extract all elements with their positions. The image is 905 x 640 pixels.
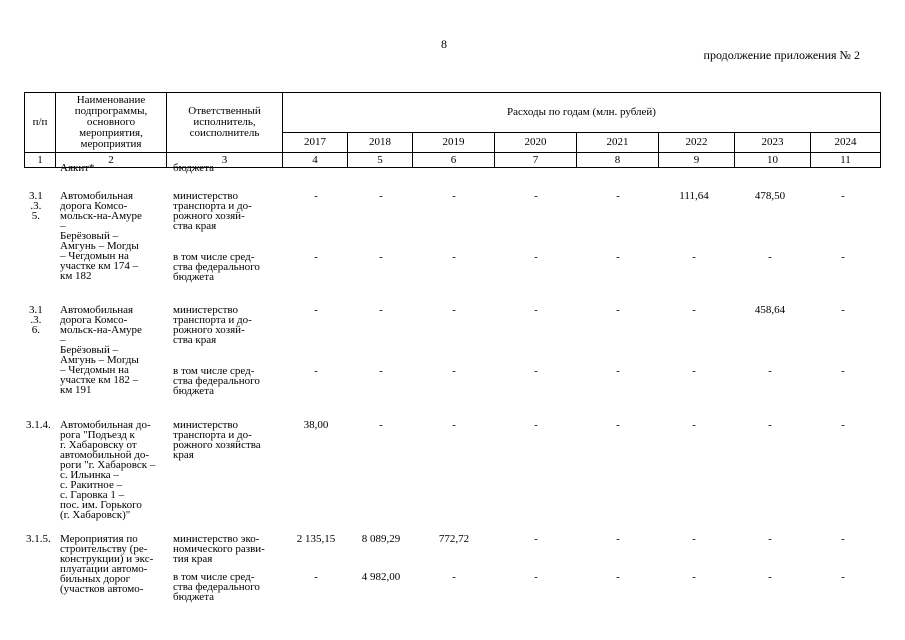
expense-value: - bbox=[841, 533, 845, 545]
header-year: 2021 bbox=[577, 132, 659, 152]
row-number: 3.1.5. bbox=[26, 533, 51, 545]
expense-value: - bbox=[534, 251, 538, 263]
expense-value: - bbox=[379, 251, 383, 263]
row-executor-federal: в том числе сред- ства федерального бюджета bbox=[173, 251, 260, 283]
expense-value: - bbox=[616, 190, 620, 202]
expense-value: - bbox=[692, 365, 696, 377]
expense-value: - bbox=[616, 251, 620, 263]
header-executor: Ответственный исполнитель, соисполнитель bbox=[167, 93, 283, 153]
expense-value: - bbox=[314, 190, 318, 202]
expense-value: - bbox=[841, 304, 845, 316]
header-name: Наименование подпрограммы, основного мероприятия, мероприятия bbox=[56, 93, 167, 153]
expense-value: - bbox=[534, 365, 538, 377]
expense-value: - bbox=[768, 419, 772, 431]
header-year: 2019 bbox=[413, 132, 495, 152]
header-num: п/п bbox=[25, 93, 56, 153]
header-expenses: Расходы по годам (млн. рублей) bbox=[283, 93, 881, 133]
col-index: 11 bbox=[811, 153, 881, 168]
expense-value: 111,64 bbox=[679, 190, 709, 202]
expense-value: - bbox=[616, 419, 620, 431]
header-year: 2024 bbox=[811, 132, 881, 152]
expense-value: - bbox=[534, 419, 538, 431]
expense-value: 38,00 bbox=[303, 419, 329, 431]
expense-value: - bbox=[616, 365, 620, 377]
col-index: 5 bbox=[348, 153, 413, 168]
expense-value: - bbox=[379, 365, 383, 377]
expense-value: - bbox=[768, 533, 772, 545]
expense-value: - bbox=[534, 304, 538, 316]
col-index: 8 bbox=[577, 153, 659, 168]
expense-value: - bbox=[314, 365, 318, 377]
expense-value: - bbox=[616, 304, 620, 316]
expense-value: - bbox=[841, 365, 845, 377]
expense-value: - bbox=[692, 533, 696, 545]
expense-value: 2 135,15 bbox=[296, 533, 336, 545]
expense-value: - bbox=[616, 571, 620, 583]
col-index: 10 bbox=[735, 153, 811, 168]
expense-value: - bbox=[692, 251, 696, 263]
expense-value: - bbox=[452, 251, 456, 263]
row-name: Мероприятия по строительству (ре- конструкции) и экс- плуатации автомо- бильных дорог (участков автомо- bbox=[60, 533, 154, 595]
row-executor: министерство эко- номического разви- тия края bbox=[173, 533, 265, 565]
header-year: 2017 bbox=[283, 132, 348, 152]
col-index: 3 bbox=[167, 153, 283, 168]
row-executor-federal: в том числе сред- ства федерального бюджета bbox=[173, 571, 260, 603]
row-number: 3.1 .3. 5. bbox=[29, 190, 43, 222]
header-year: 2020 bbox=[495, 132, 577, 152]
expense-value: - bbox=[534, 190, 538, 202]
row-name: Автомобильная дорога Комсо- мольск-на-Амуре – Берёзовый – Амгунь – Могды – Чегдомын на участке км 182 – км 191 bbox=[60, 304, 142, 396]
header-year: 2018 bbox=[348, 132, 413, 152]
expense-value: - bbox=[616, 533, 620, 545]
carry-name: Аякит* bbox=[60, 162, 95, 174]
carry-executor: бюджета bbox=[173, 162, 215, 174]
expense-value: - bbox=[692, 304, 696, 316]
expense-value: - bbox=[452, 365, 456, 377]
col-index: 1 bbox=[25, 153, 56, 168]
expense-value: 772,72 bbox=[438, 533, 470, 545]
row-number: 3.1.4. bbox=[26, 419, 51, 431]
expense-value: - bbox=[768, 365, 772, 377]
row-name: Автомобильная дорога Комсо- мольск-на-Амуре – Берёзовый – Амгунь – Могды – Чегдомын на участке км 174 – км 182 bbox=[60, 190, 142, 282]
expense-value: - bbox=[692, 419, 696, 431]
expense-value: - bbox=[379, 419, 383, 431]
expense-value: - bbox=[379, 190, 383, 202]
expense-value: - bbox=[768, 251, 772, 263]
expense-value: - bbox=[452, 571, 456, 583]
col-index: 2 bbox=[56, 153, 167, 168]
expense-value: - bbox=[841, 419, 845, 431]
expense-value: - bbox=[534, 571, 538, 583]
expense-value: - bbox=[692, 571, 696, 583]
expense-value: 458,64 bbox=[754, 304, 786, 316]
expense-value: - bbox=[314, 304, 318, 316]
expense-value: - bbox=[841, 251, 845, 263]
expense-value: - bbox=[452, 190, 456, 202]
expense-value: - bbox=[534, 533, 538, 545]
header-year: 2023 bbox=[735, 132, 811, 152]
header-year: 2022 bbox=[659, 132, 735, 152]
continuation-note: продолжение приложения № 2 bbox=[703, 48, 860, 62]
expense-value: 478,50 bbox=[754, 190, 786, 202]
expense-value: 4 982,00 bbox=[361, 571, 401, 583]
col-index: 9 bbox=[659, 153, 735, 168]
expense-value: - bbox=[768, 571, 772, 583]
col-index: 6 bbox=[413, 153, 495, 168]
col-index: 7 bbox=[495, 153, 577, 168]
row-executor: министерство транспорта и до- рожного хозяй- ства края bbox=[173, 304, 252, 346]
expense-value: - bbox=[452, 304, 456, 316]
expenses-table bbox=[24, 92, 881, 168]
expense-value: - bbox=[379, 304, 383, 316]
row-number: 3.1 .3. 6. bbox=[29, 304, 43, 336]
expense-value: - bbox=[314, 571, 318, 583]
page-number: 8 bbox=[441, 37, 447, 51]
expense-value: - bbox=[452, 419, 456, 431]
row-executor: министерство транспорта и до- рожного хозяй- ства края bbox=[173, 190, 252, 232]
expense-value: - bbox=[314, 251, 318, 263]
expense-value: 8 089,29 bbox=[361, 533, 401, 545]
col-index: 4 bbox=[283, 153, 348, 168]
row-name: Автомобильная до- рога "Подъезд к г. Хабаровску от автомобильной до- роги "г. Хабаровск – с. Ильинка – с. Ракитное – с. Гаровка 1 – пос. им. Горького (г. Хабаровск)" bbox=[60, 419, 156, 521]
row-executor-federal: в том числе сред- ства федерального бюджета bbox=[173, 365, 260, 397]
row-executor: министерство транспорта и до- рожного хозяйства края bbox=[173, 419, 261, 461]
expense-value: - bbox=[841, 190, 845, 202]
expense-value: - bbox=[841, 571, 845, 583]
